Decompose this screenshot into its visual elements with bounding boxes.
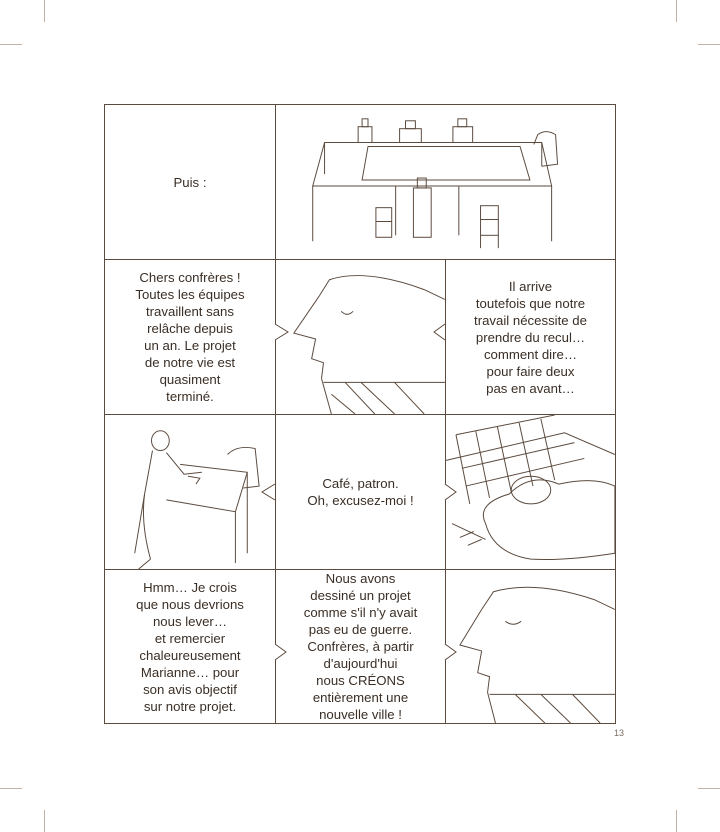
panel-coffee-spill — [445, 414, 616, 570]
crop-mark — [44, 810, 45, 832]
panel-grid — [104, 104, 616, 724]
panel-architect-profile-2 — [445, 569, 616, 724]
architect-profile-illustration — [446, 570, 615, 723]
crop-mark — [0, 788, 22, 789]
coffee-spill-illustration — [446, 415, 615, 569]
page-number: 13 — [613, 728, 624, 738]
panel-marianne-drafting — [104, 414, 276, 570]
crop-mark — [676, 0, 677, 22]
panel-speech-confreres — [104, 259, 276, 415]
speech-bubble-text: Il arrive toutefois que notre travail nécessite de prendre du recul… comment dire… pour faire deux pas en avant… — [474, 278, 587, 396]
architect-profile-illustration — [276, 260, 445, 414]
panel-caption-puis — [104, 104, 276, 260]
panel-meeting-table — [275, 104, 616, 260]
crop-mark — [698, 44, 720, 45]
speech-bubble-text: Hmm… Je crois que nous devrions nous lever… et remercier chaleureusement Marianne… pour son avis objectif sur notre projet. — [136, 579, 244, 714]
crop-mark — [698, 788, 720, 789]
speech-bubble-text: Chers confrères ! Toutes les équipes travaillent sans relâche depuis un an. Le projet de notre vie est quasiment terminé. — [135, 270, 245, 404]
panel-speech-cafe — [275, 414, 446, 570]
caption-text: Puis : — [173, 174, 207, 190]
crop-mark — [44, 0, 45, 22]
marianne-drafting-illustration — [105, 415, 275, 569]
meeting-table-illustration — [276, 105, 615, 259]
speech-bubble-text: Café, patron. Oh, excusez-moi ! — [307, 476, 414, 508]
speech-bubble-text: Nous avons dessiné un projet comme s'il n'y avait pas eu de guerre. Confrères, à partir d'aujourd'hui nous CRÉONS entièrement une nouvelle ville ! — [303, 571, 418, 722]
crop-mark — [676, 810, 677, 832]
panel-speech-hmm — [104, 569, 276, 724]
crop-mark — [0, 44, 22, 45]
panel-speech-creons — [275, 569, 446, 724]
panel-architect-profile — [275, 259, 446, 415]
panel-speech-recul — [445, 259, 616, 415]
